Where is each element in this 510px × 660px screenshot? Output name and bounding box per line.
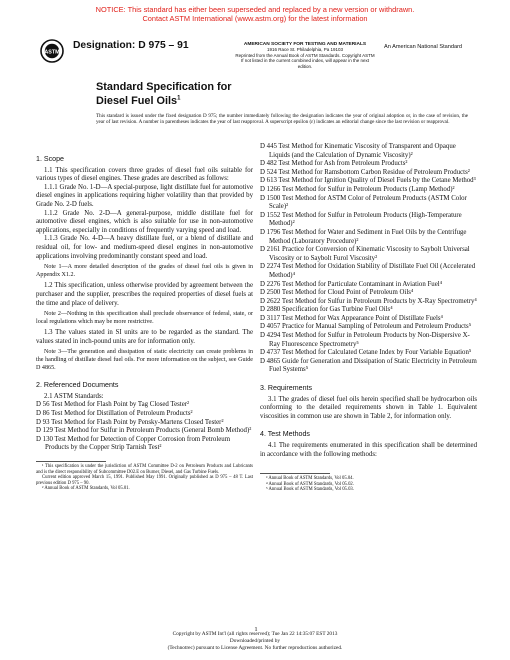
title-line-1: Standard Specification for: [96, 81, 232, 93]
reference-item: D 1500 Test Method for ASTM Color of Petroleum Products (ASTM Color Scale)²: [260, 194, 467, 211]
footnote-rule: [260, 473, 330, 474]
left-column: [36, 155, 253, 492]
reference-item: D 2880 Specification for Gas Turbine Fuel Oils⁴: [260, 306, 393, 314]
astm-logo-icon: [40, 39, 64, 63]
reference-item: D 4294 Test Method for Sulfur in Petroleum Products by Non-Dispersive X-Ray Fluorescence Spectrometry⁵: [260, 332, 470, 348]
title-line-2: [96, 94, 232, 108]
index-note: If not listed in the current combined index, will appear in the next edition.: [240, 58, 370, 69]
footnote: ⁴ Annual Book of ASTM Standards, Vol 05.02.: [266, 481, 354, 487]
footnote: ² Annual Book of ASTM Standards, Vol 05.01.: [42, 486, 130, 491]
reference-item: D 56 Test Method for Flash Point by Tag Closed Tester²: [36, 401, 190, 409]
american-national-standard: An American National Standard: [384, 44, 463, 50]
reference-item: D 1266 Test Method for Sulfur in Petroleum Products (Lamp Method)²: [260, 185, 455, 193]
reference-item: D 2500 Test Method for Cloud Point of Petroleum Oils⁴: [260, 289, 414, 297]
para-4-1: 4.1 The requirements enumerated in this specification shall be determined in accordance with the following methods:: [260, 442, 477, 458]
reference-item: D 613 Test Method for Ignition Quality of Diesel Fuels by the Cetane Method³: [260, 177, 476, 185]
footnote: ⁵ Annual Book of ASTM Standards, Vol 05.03.: [266, 487, 354, 493]
footer-line-2: Downloaded/printed by: [229, 637, 281, 644]
publisher-name: AMERICAN SOCIETY FOR TESTING AND MATERIALS: [243, 42, 367, 47]
footnote-rule: [36, 461, 106, 462]
para-2-1: 2.1 ASTM Standards:: [44, 392, 104, 400]
reference-item: D 4737 Test Method for Calculated Cetane Index by Four Variable Equation⁵: [260, 349, 472, 357]
note-1: Note 1—A more detailed description of the grades of diesel fuel oils is given in Appendix X1.2.: [36, 264, 253, 278]
footnote: Current edition approved March 15, 1991. Published May 1991. Originally published as D 975 – 48 T. Last previous edition D 975 – 90.: [36, 475, 253, 486]
superseded-notice: [0, 5, 510, 23]
notice-line-2: Contact ASTM International (www.astm.org) for the latest information: [142, 14, 368, 23]
note-3: Note 3—The generation and dissipation of static electricity can create problems in the handling of distillate diesel fuel oils. For more information on the subject, see Guide D 4865.: [36, 349, 253, 371]
title-main: Diesel Fuel Oils: [96, 95, 178, 107]
reference-item: D 4865 Guide for Generation and Dissipation of Static Electricity in Petroleum Fuel Systems⁵: [260, 357, 477, 374]
notice-line-1: NOTICE: This standard has either been superseded and replaced by a new version or withdrawn.: [95, 5, 415, 14]
section-3-heading: 3. Requirements: [260, 384, 313, 393]
reference-item: D 129 Test Method for Sulfur in Petroleum Products (General Bomb Method)²: [36, 427, 252, 435]
copyright-footer: [100, 631, 410, 651]
reprint-note: Reprinted from the Annual Book of ASTM Standards. Copyright ASTM: [235, 52, 375, 58]
footnote: ³ Annual Book of ASTM Standards, Vol 05.04.: [266, 476, 354, 482]
para-1-1-2: 1.1.2 Grade No. 2-D—A general-purpose, middle distillate fuel for automotive diesel engines, which is also suitable for use in non-automotive applications, especially in conditions of frequently varying speed and load.: [36, 209, 253, 234]
svg-text:ASTM: ASTM: [44, 49, 60, 56]
para-1-2: 1.2 This specification, unless otherwise provided by agreement between the purchaser and the supplier, prescribes the required properties of diesel fuels at the time and place of delivery.: [36, 282, 253, 307]
reference-item: D 1552 Test Method for Sulfur in Petroleum Products (High-Temperature Method)²: [260, 211, 462, 228]
section-1-heading: 1. Scope: [36, 155, 65, 163]
publisher-block: [234, 42, 376, 69]
page-number: 1: [254, 626, 258, 633]
footnote: ¹ This specification is under the jurisdiction of ASTM Committee D-2 on Petroleum Products and Lubricants and is the direct responsibility of Subcommittee D02.E on Burner, Diesel, and Gas Turbine Fuels.: [36, 464, 253, 475]
reference-item: D 2276 Test Method for Particulate Contaminant in Aviation Fuel⁴: [260, 280, 443, 288]
right-footnotes: [260, 476, 477, 493]
title-footnote-mark: 1: [177, 95, 181, 102]
footer-line-3: (Technotrec) pursuant to License Agreement. No further reproductions authorized.: [167, 644, 343, 651]
right-column: [260, 143, 477, 493]
reference-item: D 445 Test Method for Kinematic Viscosity of Transparent and Opaque Liquids (and the Calculation of Dynamic Viscosity)²: [260, 143, 456, 159]
reference-item: D 2161 Practice for Conversion of Kinematic Viscosity to Saybolt Universal Viscosity or to Saybolt Furol Viscosity²: [260, 246, 470, 262]
footer-line-1: Copyright by ASTM Int'l (all rights reserved); Tue Jan 22 14:35:07 EST 2013: [172, 631, 338, 637]
para-1-3: 1.3 The values stated in SI units are to be regarded as the standard. The values stated in inch-pound units are for information only.: [36, 329, 253, 345]
para-1-1-3: 1.1.3 Grade No. 4-D—A heavy distillate fuel, or a blend of distillate and residual oil, for low- and medium-speed diesel engines in non-automotive applications involving predominantly constant speed and load.: [36, 235, 253, 260]
reference-item: D 3117 Test Method for Wax Appearance Point of Distillate Fuels⁴: [260, 314, 443, 322]
reference-item: D 1796 Test Method for Water and Sediment in Fuel Oils by the Centrifuge Method (Laboratory Procedure)²: [260, 228, 467, 245]
reference-item: D 524 Test Method for Ramsbottom Carbon Residue of Petroleum Products²: [260, 168, 470, 176]
para-1-1-1: 1.1.1 Grade No. 1-D—A special-purpose, light distillate fuel for automotive diesel engines in applications requiring higher volatility than that provided by Grade No. 2-D fuels.: [36, 183, 253, 208]
section-4-heading: 4. Test Methods: [260, 430, 310, 439]
para-1-1: 1.1 This specification covers three grades of diesel fuel oils suitable for various types of diesel engines. These grades are described as follows:: [36, 166, 253, 183]
section-2-heading: 2. Referenced Documents: [36, 381, 119, 390]
reference-item: D 130 Test Method for Detection of Copper Corrosion from Petroleum Products by the Copper Strip Tarnish Test²: [36, 435, 231, 452]
left-footnotes: [36, 464, 253, 492]
reference-item: D 4057 Practice for Manual Sampling of Petroleum and Petroleum Products⁵: [260, 323, 472, 331]
reference-item: D 482 Test Method for Ash from Petroleum Products²: [260, 160, 408, 168]
para-3-1: 3.1 The grades of diesel fuel oils herein specified shall be hydrocarbon oils conforming to the detailed requirements shown in Table 1. Equivalent viscosities in common use are shown in Table 2, for information only.: [260, 395, 477, 420]
document-title: [96, 80, 232, 108]
reference-item: D 93 Test Method for Flash Point by Pensky-Martens Closed Tester²: [36, 418, 224, 426]
designation-statement: This standard is issued under the fixed designation D 975; the number immediately following the designation indicates the year of original adoption or, in the case of revision, the year of last revision. A number in parentheses indicates the year of last reapproval. A superscript epsilon (ε) indicates an editorial change since the last revision or reapproval.: [96, 113, 468, 126]
publisher-address: 1916 Race St. Philadelphia, Pa 19103: [266, 47, 344, 53]
reference-item: D 2622 Test Method for Sulfur in Petroleum Products by X-Ray Spectrometry⁴: [260, 297, 477, 305]
designation: Designation: D 975 – 91: [73, 40, 189, 51]
reference-item: D 2274 Test Method for Oxidation Stability of Distillate Fuel Oil (Accelerated Method)⁴: [260, 263, 476, 279]
note-2: Note 2—Nothing in this specification shall preclude observance of federal, state, or local regulations which may be more restrictive.: [36, 311, 253, 325]
reference-item: D 86 Test Method for Distillation of Petroleum Products²: [36, 410, 193, 418]
